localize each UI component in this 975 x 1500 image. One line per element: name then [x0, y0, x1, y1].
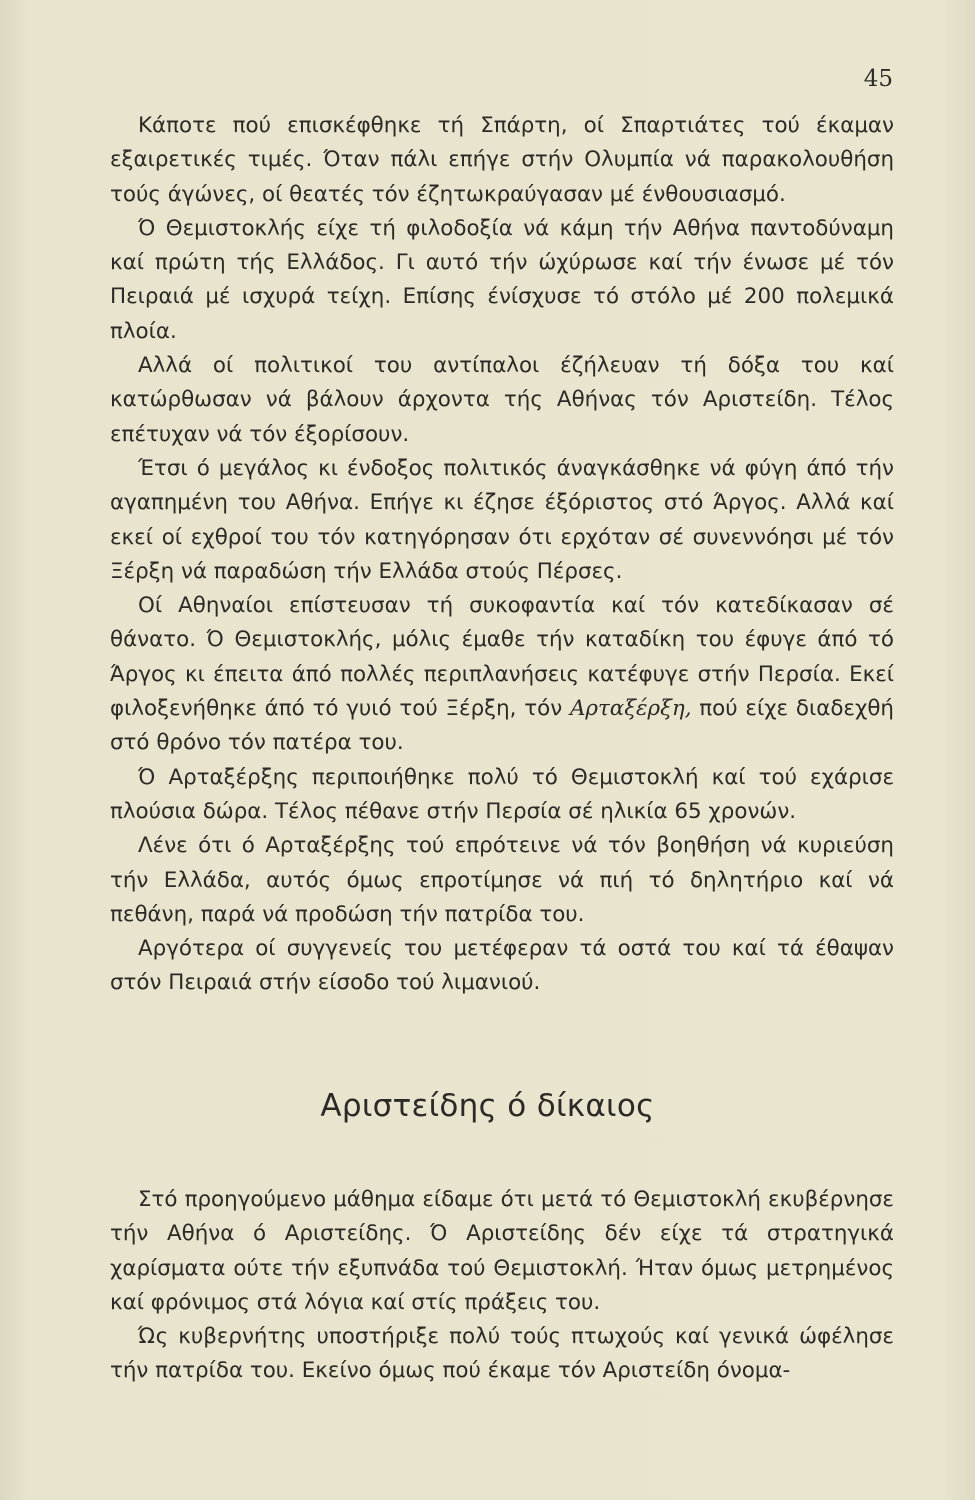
italic-name: Αρταξέρξη,: [569, 696, 692, 722]
paragraph: Ό Αρταξέρξης περιποιήθηκε πολύ τό Θεμιστοκλή καί τού εχάρισε πλούσια δώρα. Τέλος πέθανε στήν Περσία σέ ηλικία 65 χρονών.: [110, 764, 894, 824]
paragraph: Αλλά οί πολιτικοί του αντίπαλοι έζήλευαν τή δόξα του καί κατώρθωσαν νά βάλουν άρχοντα τής Αθήνας τόν Αριστείδη. Τέλος επέτυχαν νά τόν έξορίσουν.: [110, 353, 894, 447]
themistocles-text: [110, 109, 894, 1001]
paragraph: Έτσι ό μεγάλος κι ένδοξος πολιτικός άναγκάσθηκε νά φύγη άπό τήν αγαπημένη του Αθήνα. Επήγε κι έζησε έξόριστος στό Άργος. Αλλά καί εκεί οί εχθροί του τόν κατηγόρησαν ότι ερχόταν σέ συνεννόησι μέ τόν Ξέρξη νά παραδώση τήν Ελλάδα στούς Πέρσες.: [110, 455, 894, 584]
paragraph: Στό προηγούμενο μάθημα είδαμε ότι μετά τό Θεμιστοκλή εκυβέρνησε τήν Αθήνα ό Αριστείδης. Ό Αριστείδης δέν είχε τά στρατηγικά χαρίσματα ούτε τήν εξυπνάδα τού Θεμιστοκλή. Ήταν όμως μετρημένος καί φρόνιμος στά λόγια καί στίς πράξεις του.: [110, 1187, 894, 1315]
paragraph: Αργότερα οί συγγενείς του μετέφεραν τά οστά του καί τά έθαψαν στόν Πειραιά στήν είσοδο τού λιμανιού.: [110, 936, 894, 996]
aristides-text: [110, 1183, 894, 1389]
paragraph-text-end: πού είχε διαδεχθή στό θρόνο τόν πατέρα του.: [110, 696, 894, 756]
paragraph: Κάποτε πού επισκέφθηκε τή Σπάρτη, οί Σπαρτιάτες τού έκαμαν εξαιρετικές τιμές. Όταν πάλι επήγε στήν Ολυμπία νά παρακολουθήση τούς άγώνες, οί θεατές τόν έζητωκραύγασαν μέ ένθουσιασμό.: [110, 113, 894, 207]
page-number: 45: [863, 66, 893, 92]
paragraph: Ώς κυβερνήτης υποστήριξε πολύ τούς πτωχούς καί γενικά ώφέλησε τήν πατρίδα του. Εκείνο όμως πού έκαμε τόν Αριστείδη όνομα-: [110, 1324, 894, 1384]
paragraph-text: Οί Αθηναίοι επίστευσαν τή συκοφαντία καί τόν κατεδίκασαν σέ θάνατο. Ό Θεμιστοκλής, μόλις έμαθε τήν καταδίκη του έφυγε άπό τό Άργος κι έπειτα άπό πολλές περιπλανήσεις κατέφυγε στήν Περσία. Εκεί φιλοξενήθηκε άπό τό γυιό τού Ξέρξη, τόν: [110, 593, 894, 722]
paragraph-with-italic: [110, 589, 894, 760]
section-heading: Αριστείδης ό δίκαιος: [320, 1088, 655, 1124]
paragraph: Λένε ότι ό Αρταξέρξης τού επρότεινε νά τόν βοηθήση νά κυριεύση τήν Ελλάδα, αυτός όμως επροτίμησε νά πιή τό δηλητήριο καί νά πεθάνη, παρά νά προδώση τήν πατρίδα του.: [110, 833, 894, 927]
paragraph: Ό Θεμιστοκλής είχε τή φιλοδοξία νά κάμη τήν Αθήνα παντοδύναμη καί πρώτη τής Ελλάδος. Γι αυτό τήν ώχύρωσε καί τήν ένωσε μέ τόν Πειραιά μέ ισχυρά τείχη. Επίσης ένίσχυσε τό στόλο μέ 200 πολεμικά πλοία.: [110, 215, 894, 344]
